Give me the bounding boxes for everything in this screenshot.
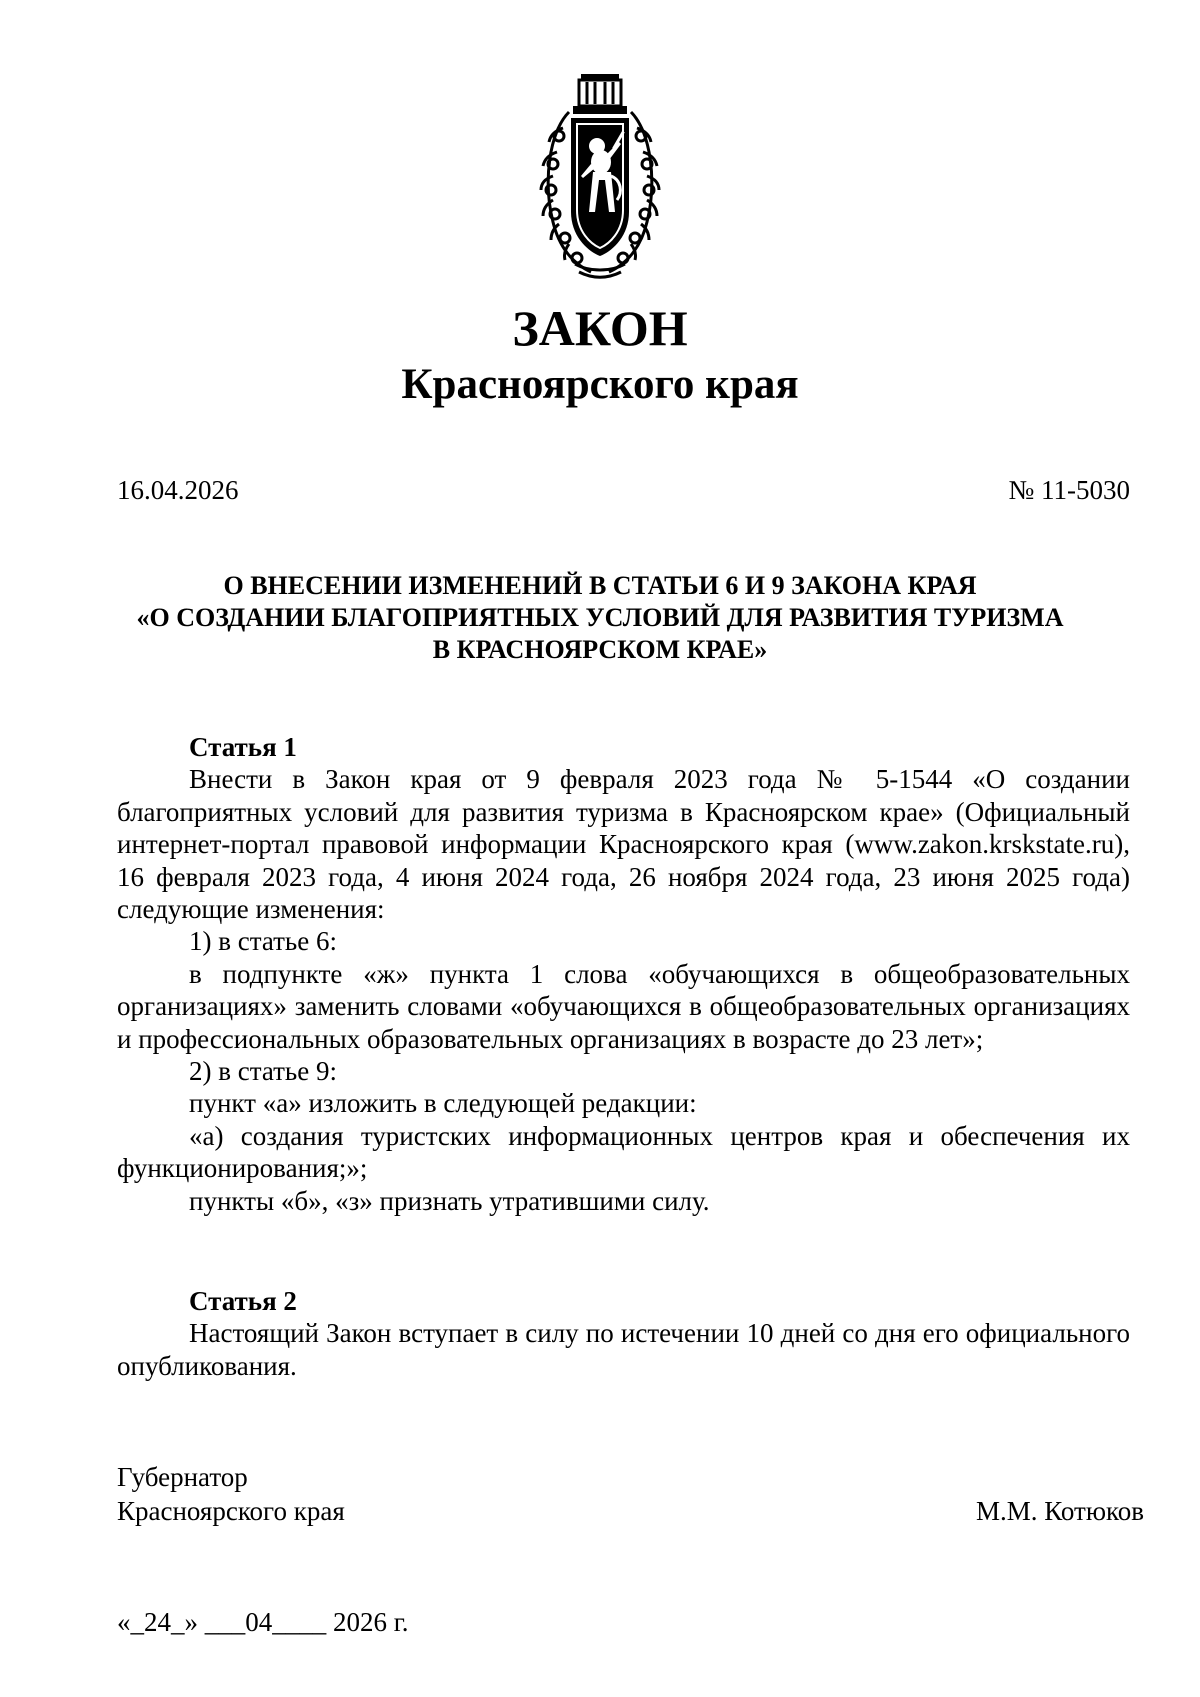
- law-number: № 11-5030: [1008, 475, 1130, 505]
- governor-position-line: Губернатор: [117, 1462, 248, 1492]
- article-paragraph: пункт «а» изложить в следующей редакции:: [189, 1088, 697, 1119]
- crown-icon: [573, 74, 627, 114]
- article-title: Статья 2: [189, 1286, 297, 1316]
- law-heading: [100, 570, 1100, 666]
- article-2: [117, 1285, 1130, 1382]
- article-paragraph: в подпункте «ж» пункта 1 слова «обучающихся в общеобразовательных организациях» заменить словами «обучающихся в общеобразовательных организациях и профессиональных образовательных организациях в возрасте до 23 лет»;: [117, 958, 1130, 1054]
- law-heading-line: «О СОЗДАНИИ БЛАГОПРИЯТНЫХ УСЛОВИЙ ДЛЯ РАЗВИТИЯ ТУРИЗМА: [136, 603, 1064, 632]
- law-heading-line: О ВНЕСЕНИИ ИЗМЕНЕНИЙ В СТАТЬИ 6 И 9 ЗАКОНА КРАЯ: [223, 571, 977, 600]
- governor-position-line: Красноярского края: [117, 1496, 345, 1526]
- article-paragraph: Внести в Закон края от 9 февраля 2023 года № 5-1544 «О создании благоприятных условий для развития туризма в Красноярском крае» (Официальный интернет-портал правовой информации Красноярского края (www.zakon.krskstate.ru), 16 февраля 2023 года, 4 июня 2024 года, 26 ноября 2024 года, 23 июня 2025 года) следующие изменения:: [117, 764, 1130, 925]
- article-title: Статья 1: [189, 732, 297, 762]
- governor-name: М.М. Котюков: [975, 1496, 1144, 1526]
- article-paragraph: Настоящий Закон вступает в силу по истечении 10 дней со дня его официального опубликования.: [117, 1318, 1130, 1381]
- article-paragraph: пункты «б», «з» признать утратившими силу.: [189, 1185, 710, 1216]
- coat-of-arms-emblem: [539, 72, 661, 282]
- governor-position: [117, 1460, 345, 1528]
- law-title: ЗАКОН: [512, 300, 688, 356]
- article-paragraph: 1) в статье 6:: [189, 926, 337, 957]
- ribbon-icon: [575, 264, 625, 277]
- law-heading-line: В КРАСНОЯРСКОМ КРАЕ»: [432, 635, 768, 664]
- article-paragraph: «а) создания туристских информационных центров края и обеспечения их функционирования;»;: [117, 1120, 1130, 1184]
- article-paragraph: 2) в статье 9:: [189, 1056, 337, 1087]
- article-1: [117, 731, 1130, 1217]
- signature-date: «_24_» ___04____ 2026 г.: [117, 1607, 409, 1637]
- law-date: 16.04.2026: [117, 475, 239, 505]
- law-region-subtitle: Красноярского края: [401, 361, 799, 408]
